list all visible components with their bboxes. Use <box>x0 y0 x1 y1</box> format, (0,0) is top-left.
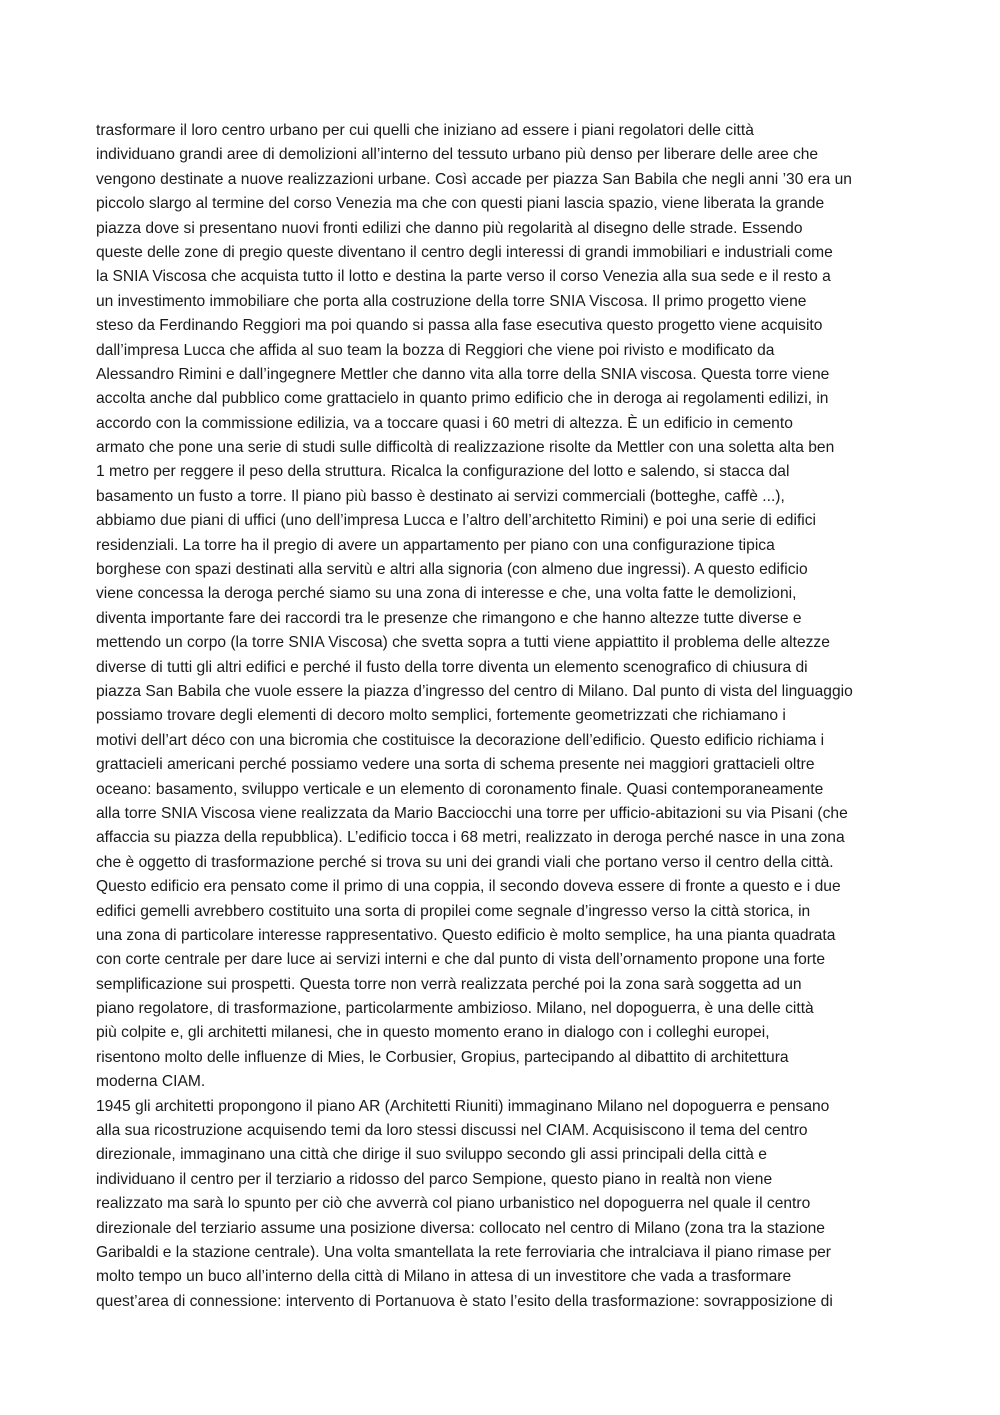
text-line: direzionale, immaginano una città che dirige il suo sviluppo secondo gli assi principali della città e <box>96 1146 767 1164</box>
text-line: accordo con la commissione edilizia, va a toccare quasi i 60 metri di altezza. È un edificio in cemento <box>96 414 793 432</box>
text-line: direzionale del terziario assume una posizione diversa: collocato nel centro di Milano (zona tra la stazione <box>96 1219 825 1237</box>
text-line: individuano il centro per il terziario a ridosso del parco Sempione, questo piano in realtà non viene <box>96 1170 773 1188</box>
text-line: basamento un fusto a torre. Il piano più basso è destinato ai servizi commerciali (botteghe, caffè ...), <box>96 487 785 505</box>
text-line: piazza San Babila che vuole essere la piazza d’ingresso del centro di Milano. Dal punto di vista del linguaggio <box>96 682 853 700</box>
text-line: alla torre SNIA Viscosa viene realizzata da Mario Bacciocchi una torre per ufficio-abitazioni su via Pisani (che <box>96 804 848 822</box>
text-line: accolta anche dal pubblico come grattacielo in quanto primo edificio che in deroga ai regolamenti edilizi, in <box>96 390 829 408</box>
text-line: possiamo trovare degli elementi di decoro molto semplici, fortemente geometrizzati che richiamano i <box>96 707 786 725</box>
text-line: che è oggetto di trasformazione perché si trova su uni dei grandi viali che portano verso il centro della città. <box>96 853 834 871</box>
text-line: grattacieli americani perché possiamo vedere una sorta di schema presente nei maggiori grattacieli oltre <box>96 756 815 774</box>
text-line: piano regolatore, di trasformazione, particolarmente ambizioso. Milano, nel dopoguerra, è una delle città <box>96 1000 814 1018</box>
text-line: steso da Ferdinando Reggiori ma poi quando si passa alla fase esecutiva questo progetto viene acquisito <box>96 317 823 335</box>
text-line: 1 metro per reggere il peso della struttura. Ricalca la configurazione del lotto e salendo, si stacca dal <box>96 463 790 481</box>
text-line: trasformare il loro centro urbano per cui quelli che iniziano ad essere i piani regolatori delle città <box>96 122 754 139</box>
text-line: risentono molto delle influenze di Mies, le Corbusier, Gropius, partecipando al dibattito di architettura <box>96 1048 789 1066</box>
text-line: alla sua ricostruzione acquisendo temi da loro stessi discussi nel CIAM. Acquisiscono il tema del centro <box>96 1122 808 1140</box>
text-line: Garibaldi e la stazione centrale). Una volta smantellata la rete ferroviaria che intralciava il piano rimase per <box>96 1243 831 1261</box>
text-line: diverse di tutti gli altri edifici e perché il fusto della torre diventa un elemento scenografico di chiusura di <box>96 658 808 676</box>
text-line: affaccia su piazza della repubblica). L’edificio tocca i 68 metri, realizzato in deroga perché nasce in una zona <box>96 829 845 847</box>
text-line: edifici gemelli avrebbero costituito una sorta di propilei come segnale d’ingresso verso la città storica, in <box>96 902 811 920</box>
text-line: individuano grandi aree di demolizioni all’interno del tessuto urbano più denso per liberare delle aree che <box>96 146 819 164</box>
text-line: con corte centrale per dare luce ai servizi interni e che dal punto di vista dell’ornamento propone una forte <box>96 951 826 969</box>
body-text <box>96 119 908 1314</box>
text-line: piazza dove si presentano nuovi fronti edilizi che danno più regolarità al disegno delle strade. Essendo <box>96 219 803 237</box>
text-line: mettendo un corpo (la torre SNIA Viscosa) che svetta sopra a tutti viene appiattito il problema delle altezze <box>96 634 830 652</box>
text-line: una zona di particolare interesse rappresentativo. Questo edificio è molto semplice, ha una pianta quadrata <box>96 926 836 944</box>
text-line: motivi dell’art déco con una bicromia che costituisce la decorazione dell’edificio. Questo edificio richiama i <box>96 731 825 749</box>
text-line: Questo edificio era pensato come il primo di una coppia, il secondo doveva essere di fronte a questo e i due <box>96 878 841 896</box>
text-line: realizzato ma sarà lo spunto per ciò che avverrà col piano urbanistico nel dopoguerra nel quale il centro <box>96 1195 811 1213</box>
text-line: borghese con spazi destinati alla servitù e altri alla signoria (con almeno due ingressi). A questo edificio <box>96 561 808 579</box>
text-line: 1945 gli architetti propongono il piano AR (Architetti Riuniti) immaginano Milano nel dopoguerra e pensano <box>96 1097 830 1115</box>
text-line: più colpite e, gli architetti milanesi, che in questo momento erano in dialogo con i colleghi europei, <box>96 1024 770 1042</box>
text-line: molto tempo un buco all’interno della città di Milano in attesa di un investitore che vada a trasformare <box>96 1268 792 1286</box>
text-line: oceano: basamento, sviluppo verticale e un elemento di coronamento finale. Quasi contemporaneamente <box>96 780 824 798</box>
text-line: residenziali. La torre ha il pregio di avere un appartamento per piano con una configurazione tipica <box>96 536 775 554</box>
text-line: Alessandro Rimini e dall’ingegnere Mettler che danno vita alla torre della SNIA viscosa. Questa torre viene <box>96 365 830 383</box>
text-line: queste delle zone di pregio queste diventano il centro degli interessi di grandi immobiliari e industriali come <box>96 243 833 261</box>
text-line: la SNIA Viscosa che acquista tutto il lotto e destina la parte verso il corso Venezia alla sua sede e il resto a <box>96 268 831 286</box>
text-line: un investimento immobiliare che porta alla costruzione della torre SNIA Viscosa. Il primo progetto viene <box>96 292 807 310</box>
text-line: diventa importante fare dei raccordi tra le presenze che rimangono e che hanno altezze tutte diverse e <box>96 609 802 627</box>
text-line: armato che pone una serie di studi sulle difficoltà di realizzazione risolte da Mettler con una soletta alta ben <box>96 439 835 457</box>
text-line: vengono destinate a nuove realizzazioni urbane. Così accade per piazza San Babila che negli anni ’30 era un <box>96 170 852 188</box>
text-line: piccolo slargo al termine del corso Venezia ma che con questi piani lascia spazio, viene liberata la grande <box>96 195 825 213</box>
text-line: semplificazione sui prospetti. Questa torre non verrà realizzata perché poi la zona sarà soggetta ad un <box>96 975 802 993</box>
text-line: quest’area di connessione: intervento di Portanuova è stato l’esito della trasformazione: sovrapposizione di <box>96 1292 833 1310</box>
text-line: abbiamo due piani di uffici (uno dell’impresa Lucca e l’altro dell’architetto Rimini) e poi una serie di edifici <box>96 512 817 530</box>
text-line: viene concessa la deroga perché siamo su una zona di interesse e che, una volta fatte le demolizioni, <box>96 585 797 603</box>
text-line: moderna CIAM. <box>96 1073 206 1091</box>
text-line: dall’impresa Lucca che affida al suo team la bozza di Reggiori che viene poi rivisto e modificato da <box>96 341 775 359</box>
